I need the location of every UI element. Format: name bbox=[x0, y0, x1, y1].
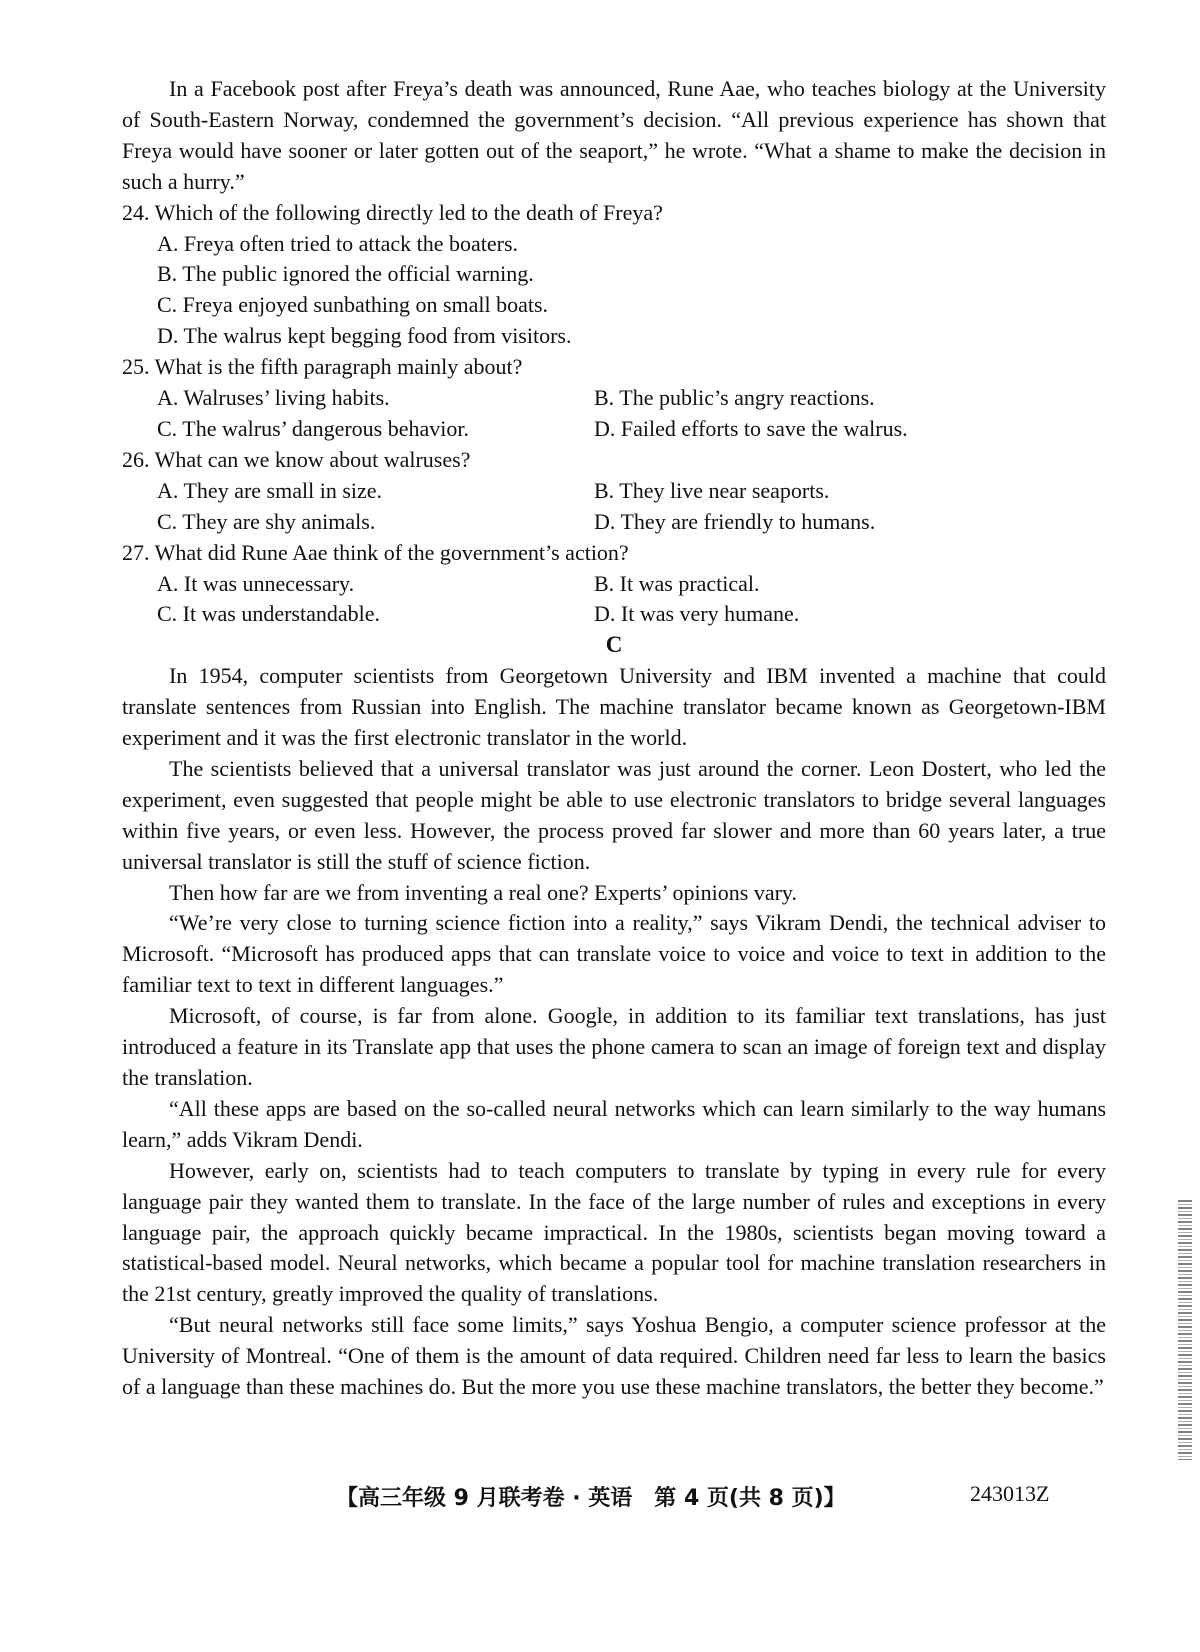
question-27-option-a: A. It was unnecessary. bbox=[157, 570, 355, 596]
question-26-option-b: B. They live near seaports. bbox=[594, 477, 830, 503]
question-27-options bbox=[122, 569, 1106, 631]
question-26-stem: 26. What can we know about walruses? bbox=[122, 446, 471, 472]
question-26-option-a: A. They are small in size. bbox=[157, 477, 383, 503]
exam-page bbox=[122, 74, 1106, 1403]
question-25-stem: 25. What is the fifth paragraph mainly about? bbox=[122, 354, 523, 380]
passage-c-paragraph: Then how far are we from inventing a real one? Experts’ opinions vary. bbox=[169, 879, 797, 905]
section-c-heading: C bbox=[605, 632, 623, 658]
question-25-option-a: A. Walruses’ living habits. bbox=[157, 385, 390, 411]
passage-c-paragraph: “We’re very close to turning science fiction into a reality,” says Vikram Dendi, the technical adviser to Microsoft. “Microsoft has produced apps that can translate voice to voice and voice to text in addition to the familiar text to text in different languages.” bbox=[122, 910, 1106, 998]
question-27-option-b: B. It was practical. bbox=[594, 570, 760, 596]
question-24-option-c: C. Freya enjoyed sunbathing on small boats. bbox=[157, 292, 549, 318]
side-barcode-strip bbox=[1178, 1200, 1192, 1460]
question-27-option-d: D. It was very humane. bbox=[594, 601, 800, 627]
question-24-option-d: D. The walrus kept begging food from visitors. bbox=[157, 323, 572, 349]
question-24-option-b: B. The public ignored the official warning. bbox=[157, 261, 534, 287]
passage-c-paragraph: The scientists believed that a universal translator was just around the corner. Leon Dostert, who led the experiment, even suggested that people might be able to use electronic translators to bridge several languages within five years, or even less. However, the process proved far slower and more than 60 years later, a true universal translator is still the stuff of science fiction. bbox=[122, 755, 1106, 874]
page-footer: 【高三年级 9 月联考卷 · 英语 第 4 页(共 8 页)】 bbox=[336, 1486, 846, 1511]
question-27-stem: 27. What did Rune Aae think of the government’s action? bbox=[122, 539, 629, 565]
passage-c-paragraph: However, early on, scientists had to teach computers to translate by typing in every rule for every language pair they wanted them to translate. In the face of the large number of rules and exceptions in every language pair, the approach quickly became impractical. In the 1980s, scientists began moving toward a statistical-based model. Neural networks, which became a popular tool for machine translation researchers in the 21st century, greatly improved the quality of translations. bbox=[122, 1157, 1106, 1307]
question-25-option-b: B. The public’s angry reactions. bbox=[594, 385, 875, 411]
passage-c-paragraph: In 1954, computer scientists from Georgetown University and IBM invented a machine that could translate sentences from Russian into English. The machine translator became known as Georgetown-IBM experiment and it was the first electronic translator in the world. bbox=[122, 663, 1106, 751]
passage-b-final-paragraph: In a Facebook post after Freya’s death was announced, Rune Aae, who teaches biology at the University of South-Eastern Norway, condemned the government’s decision. “All previous experience has shown that Freya would have sooner or later gotten out of the seaport,” he wrote. “What a shame to make the decision in such a hurry.” bbox=[122, 76, 1106, 194]
question-25-options bbox=[122, 383, 1106, 445]
question-24-options bbox=[122, 229, 1106, 353]
question-25-option-d: D. Failed efforts to save the walrus. bbox=[594, 415, 908, 441]
question-26-option-d: D. They are friendly to humans. bbox=[594, 508, 876, 534]
question-26-options bbox=[122, 476, 1106, 538]
passage-c-paragraph: “But neural networks still face some limits,” says Yoshua Bengio, a computer science professor at the University of Montreal. “One of them is the amount of data required. Children need far less to learn the basics of a language than these machines do. But the more you use these machine translators, the better they become.” bbox=[122, 1312, 1106, 1400]
question-25-option-c: C. The walrus’ dangerous behavior. bbox=[157, 415, 469, 441]
question-26-option-c: C. They are shy animals. bbox=[157, 508, 376, 534]
question-24-stem: 24. Which of the following directly led to the death of Freya? bbox=[122, 199, 663, 225]
exam-code: 243013Z bbox=[970, 1481, 1050, 1506]
passage-c-paragraph: “All these apps are based on the so-called neural networks which can learn similarly to the way humans learn,” adds Vikram Dendi. bbox=[122, 1095, 1106, 1152]
passage-c-paragraph: Microsoft, of course, is far from alone. Google, in addition to its familiar text translations, has just introduced a feature in its Translate app that uses the phone camera to scan an image of foreign text and display the translation. bbox=[122, 1003, 1106, 1090]
question-24-option-a: A. Freya often tried to attack the boaters. bbox=[157, 230, 519, 256]
question-27-option-c: C. It was understandable. bbox=[157, 601, 380, 627]
